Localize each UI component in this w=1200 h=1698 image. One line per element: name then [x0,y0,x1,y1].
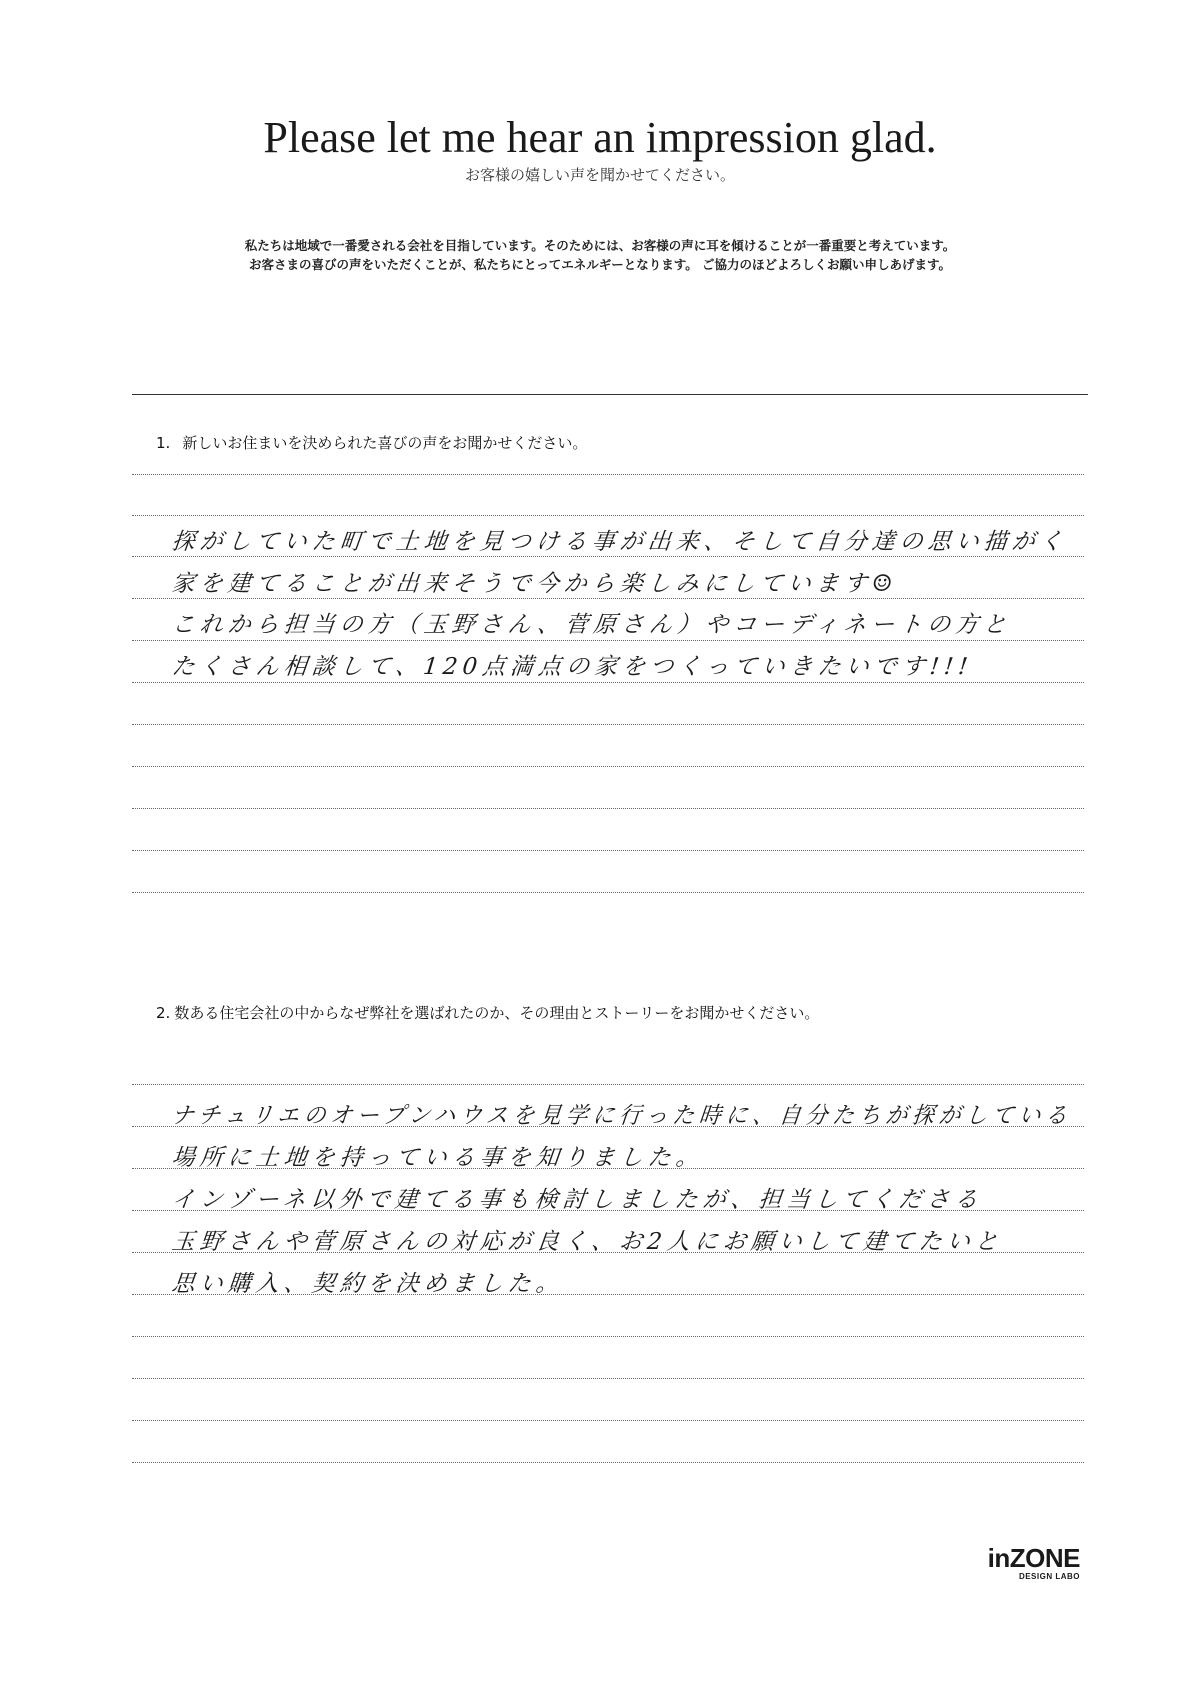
question-2-text: 数ある住宅会社の中からなぜ弊社を選ばれたのか、その理由とストーリーをお聞かせください。 [174,1004,820,1022]
section-divider [132,394,1088,395]
question-1-number: 1. [156,434,171,452]
ruled-line [132,682,1084,683]
logo-sub-text: DESIGN LABO [1018,1572,1080,1581]
ruled-line [132,808,1084,809]
answer-2-line-1: ナチュリエのオープンハウスを見学に行った時に、自分たちが探がしている [170,1103,1074,1129]
answer-2-line-2: 場所に土地を持っている事を知りました。 [170,1145,706,1171]
intro-line-2: お客さまの喜びの声をいただくことが、私たちにとってエネルギーとなります。 ご協力のほどよろしくお願い申しあげます。 [248,257,952,272]
question-2-number: 2. [156,1004,171,1022]
ruled-line [132,474,1084,475]
answer-2-line-3: インゾーネ以外で建てる事も検討しましたが、担当してくださる [170,1187,984,1213]
question-1-text: 新しいお住まいを決められた喜びの声をお聞かせください。 [182,434,588,452]
inzone-logo [970,1545,1080,1581]
ruled-line [132,1378,1084,1379]
page-title: Please let me hear an impression glad. [263,113,937,162]
answer-1-line-3: これから担当の方（玉野さん、菅原さん）やコーディネートの方と [170,612,1013,638]
ruled-line [132,556,1084,557]
ruled-line [132,640,1084,641]
ruled-line [132,1462,1084,1463]
question-1 [156,432,587,453]
answer-1-line-4: たくさん相談して、120点満点の家をつくっていきたいです!!! [170,654,974,680]
ruled-line [132,850,1084,851]
answer-2-line-5: 思い購入、契約を決めました。 [170,1271,566,1297]
ruled-line [132,892,1084,893]
ruled-line [132,515,1084,516]
ruled-line [132,766,1084,767]
page-subtitle: お客様の嬉しい声を聞かせてください。 [464,166,735,184]
logo-main-text: inZONE [987,1543,1080,1573]
answer-2-line-4: 玉野さんや菅原さんの対応が良く、お2人にお願いして建てたいと [170,1229,1005,1255]
intro-text [0,236,1200,274]
ruled-line [132,1084,1084,1085]
ruled-line [132,1420,1084,1421]
intro-line-1: 私たちは地域で一番愛される会社を目指しています。そのためには、お客様の声に耳を傾けることが一番重要と考えています。 [244,238,956,253]
question-2 [156,1002,819,1023]
ruled-line [132,1336,1084,1337]
answer-1-line-1: 探がしていた町で土地を見つける事が出来、そして自分達の思い描がく [170,529,1070,555]
answer-1-line-2: 家を建てることが出来そうで今から楽しみにしています☺ [170,571,899,597]
ruled-line [132,598,1084,599]
ruled-line [132,724,1084,725]
